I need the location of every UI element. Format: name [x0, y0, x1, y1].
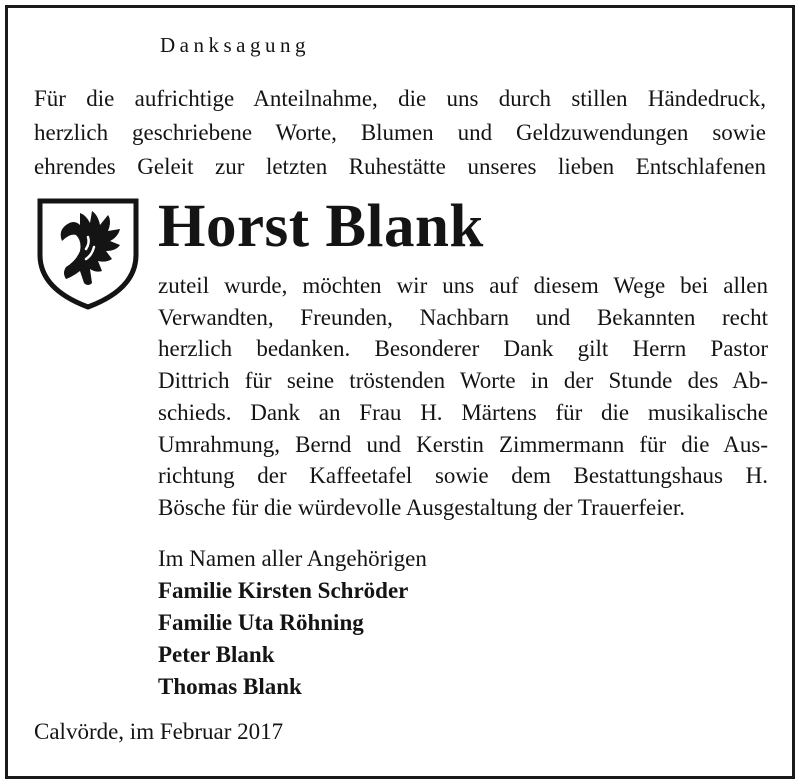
heraldic-shield-icon — [36, 197, 140, 311]
thanks-paragraph — [158, 270, 768, 524]
signature-intro: Im Namen aller Angehörigen — [158, 546, 427, 571]
signatory-name: Peter Blank — [158, 642, 275, 667]
body-line: Bösche für die würdevolle Ausgestaltung der Trauerfeier. — [158, 494, 685, 520]
deceased-name: Horst Blank — [158, 193, 484, 260]
notice-heading: Danksagung — [160, 33, 310, 57]
body-line: Dittrich für seine tröstenden Worte in der Stunde des Ab- — [158, 368, 768, 394]
body-line: Verwandten, Freunden, Nachbarn und Bekannten recht — [158, 304, 768, 330]
body-line: Umrahmung, Bernd und Kerstin Zimmermann für die Aus- — [158, 431, 768, 457]
body-line: schieds. Dank an Frau H. Märtens für die musikalische — [158, 399, 768, 425]
signature-block — [158, 543, 427, 703]
intro-line: herzlich geschriebene Worte, Blumen und Geldzuwendungen sowie — [34, 120, 766, 145]
intro-paragraph — [34, 82, 766, 184]
signatory-name: Familie Uta Röhning — [158, 610, 364, 635]
place-and-date: Calvörde, im Februar 2017 — [34, 719, 284, 744]
body-line: herzlich bedanken. Besonderer Dank gilt Herrn Pastor — [158, 336, 768, 362]
signatory-name: Thomas Blank — [158, 674, 302, 699]
body-line: richtung der Kaffeetafel sowie dem Bestattungshaus H. — [158, 463, 768, 489]
body-line: zuteil wurde, möchten wir uns auf diesem Wege bei allen — [158, 273, 768, 298]
intro-line: Für die aufrichtige Anteilnahme, die uns durch stillen Händedruck, — [34, 86, 766, 111]
intro-line: ehrendes Geleit zur letzten Ruhestätte unseres lieben Entschlafenen — [34, 154, 766, 179]
signatory-name: Familie Kirsten Schröder — [158, 578, 409, 603]
